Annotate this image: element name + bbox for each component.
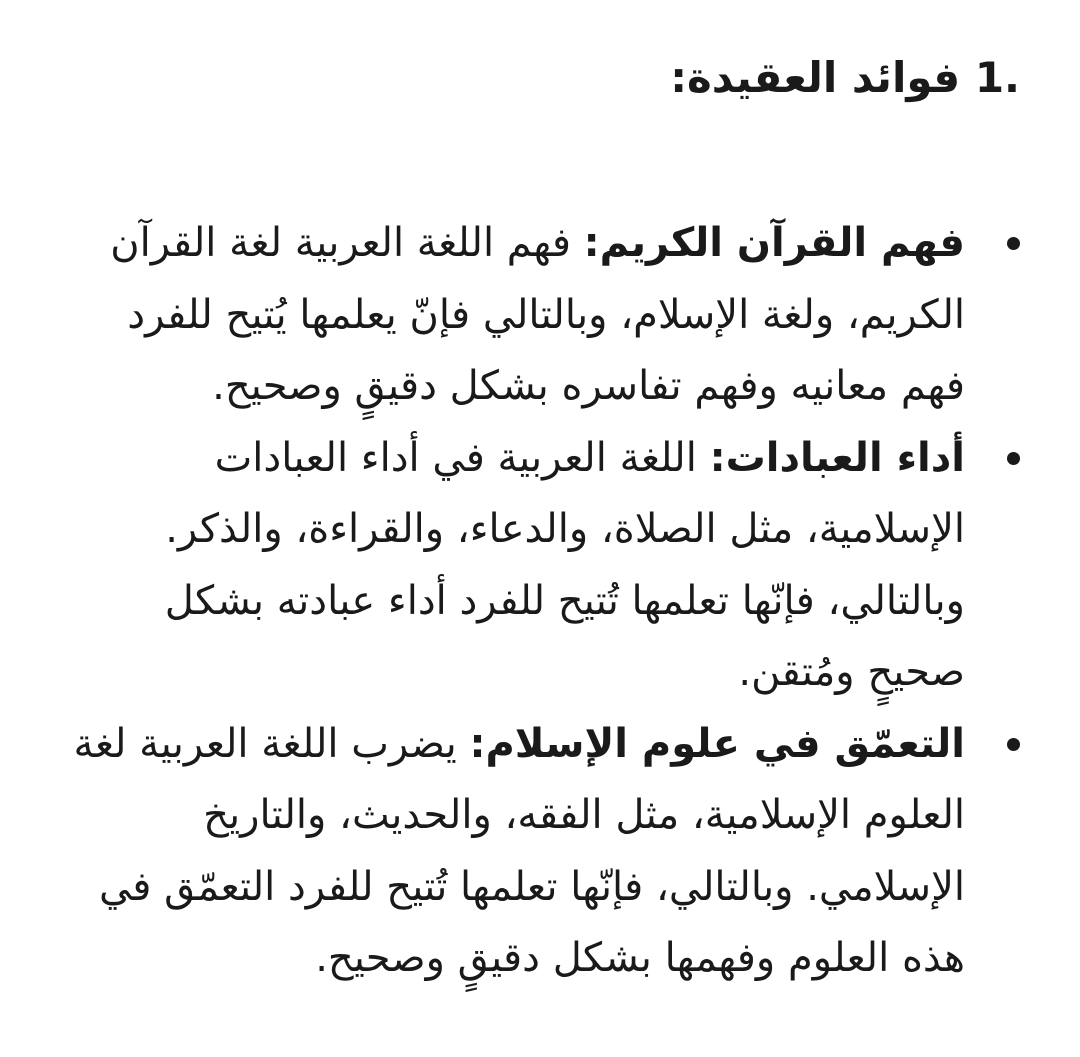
item-term: أداء العبادات: xyxy=(709,434,965,481)
item-text: يضرب اللغة العربية لغة العلوم الإسلامية، مثل الفقه، والحديث، والتاريخ الإسلامي. وبالتالي، فإنّها تعلمها تُتيح للفرد التعمّق في هذه العلوم وفهمها بشكل دقيقٍ وصحيح. xyxy=(73,720,965,981)
list-item-quran xyxy=(60,208,1020,423)
item-text: فهم اللغة العربية لغة القرآن الكريم، ولغة الإسلام، وبالتالي فإنّ يعلمها يُتيح للفرد فهم معانيه وفهم تفاسره بشكل دقيقٍ وصحيح. xyxy=(110,220,965,409)
section-title: فوائد العقيدة: xyxy=(670,53,961,102)
section-number: 1. xyxy=(974,53,1020,102)
item-text: اللغة العربية في أداء العبادات الإسلامية، مثل الصلاة، والدعاء، والقراءة، والذكر. وبالتالي، فإنّها تعلمها تُتيح للفرد أداء عبادته بشكل صحيحٍ ومُتقن. xyxy=(164,434,965,695)
list-item-islamic-sciences xyxy=(60,709,1020,995)
item-term: التعمّق في علوم الإسلام: xyxy=(469,720,965,767)
benefits-list xyxy=(60,208,1020,995)
section-heading xyxy=(60,48,1020,108)
list-item-worship xyxy=(60,423,1020,709)
bullet-icon xyxy=(1007,452,1020,465)
bullet-icon xyxy=(1007,738,1020,751)
bullet-icon xyxy=(1007,237,1020,250)
item-term: فهم القرآن الكريم: xyxy=(583,220,965,266)
